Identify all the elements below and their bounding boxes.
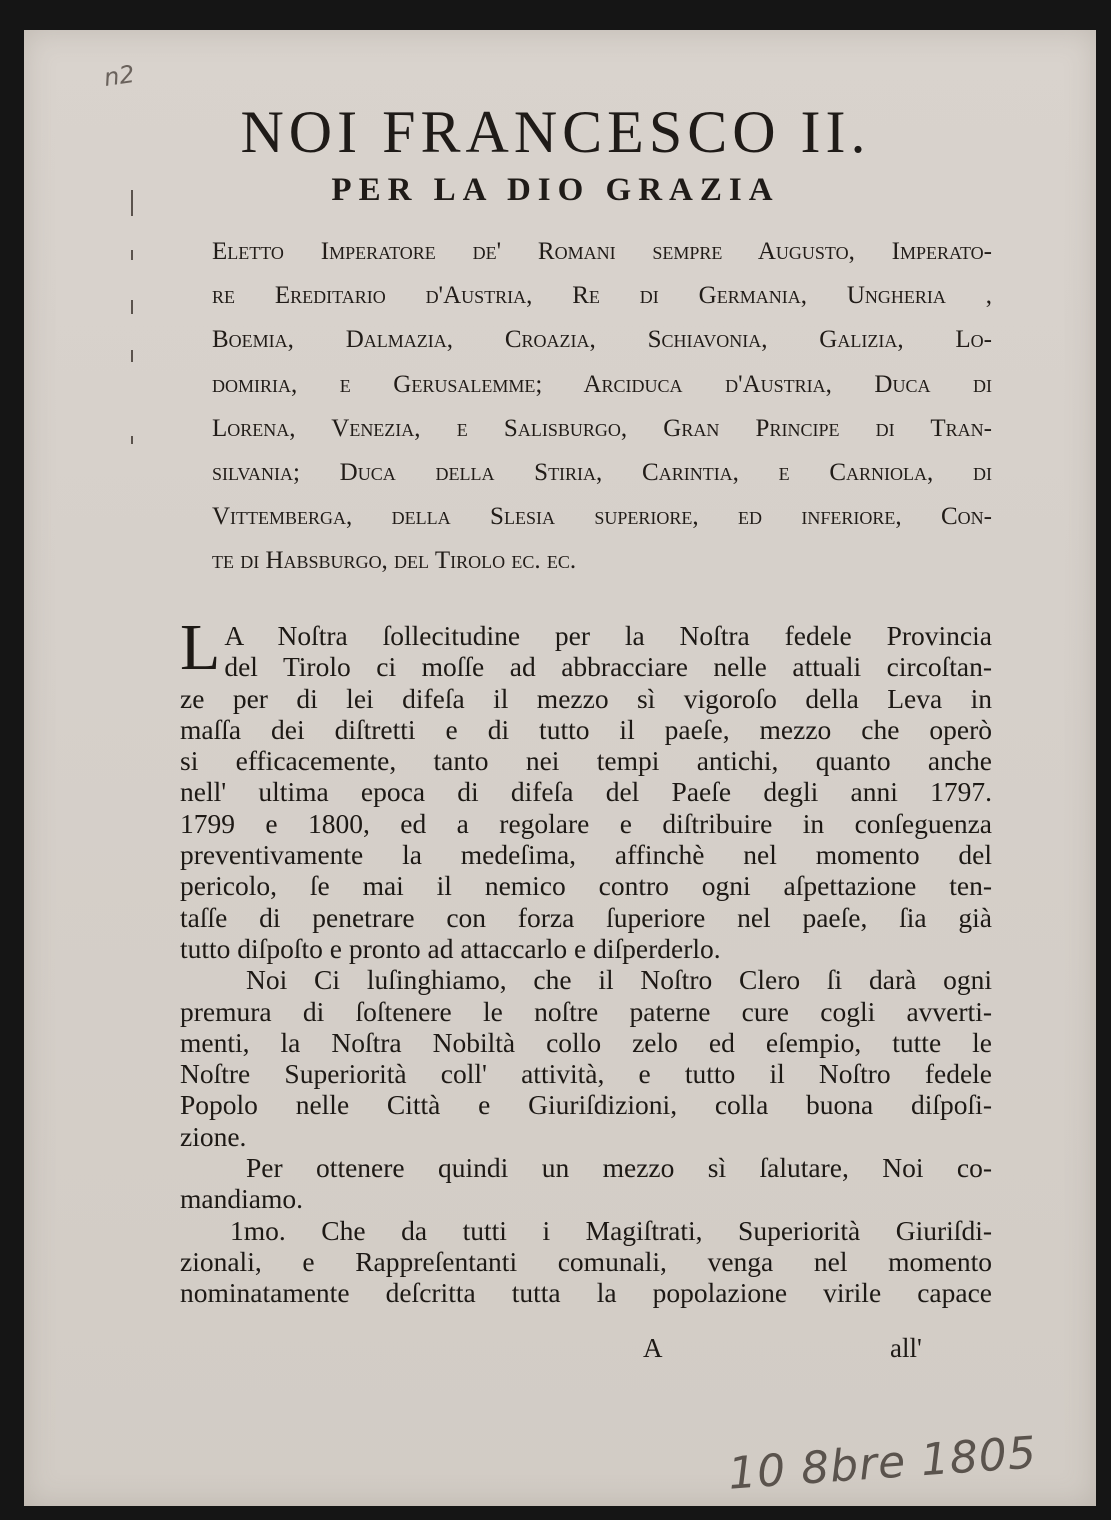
body-line: zionali, e Rappreſentanti comunali, venga nel momento xyxy=(180,1245,992,1277)
handwritten-date: 10 8bre 1805 xyxy=(726,1427,1039,1500)
body-line: Popolo nelle Città e Giuriſdizioni, colla buona diſpoſi- xyxy=(180,1089,992,1121)
body-line: Per ottenere quindi un mezzo sì ſalutare, Noi co- xyxy=(246,1152,992,1184)
body-line: menti, la Noſtra Nobiltà collo zelo ed eſempio, tutte le xyxy=(180,1026,992,1058)
margin-mark xyxy=(131,250,133,260)
body-line: nell' ultima epoca di difeſa del Paeſe degli anni 1797. xyxy=(180,776,992,808)
decree-body xyxy=(180,611,992,1309)
margin-mark xyxy=(131,436,133,444)
archive-number: n2 xyxy=(102,60,137,92)
drop-cap: L xyxy=(180,611,221,684)
titles-line: silvania; Duca della Stiria, Carintia, e Carniola, di xyxy=(212,459,992,487)
titles-line: te di Habsburgo, del Tirolo ec. ec. xyxy=(212,547,577,575)
body-line: del Tirolo ci moſſe ad abbracciare nelle attuali circoſtan- xyxy=(224,651,992,683)
body-line: preventivamente la medeſima, affinchè nel momento del xyxy=(180,839,992,871)
catchword: all' xyxy=(890,1333,922,1363)
imperial-titles xyxy=(212,230,992,584)
margin-mark xyxy=(131,350,133,362)
titles-line: Lorena, Venezia, e Salisburgo, Gran Principe di Tran- xyxy=(212,414,992,442)
titles-line: Eletto Imperatore de' Romani sempre Augusto, Imperato- xyxy=(212,238,992,265)
body-line: nominatamente deſcritta tutta la popolazione virile capace xyxy=(180,1277,992,1309)
titles-line: Boemia, Dalmazia, Croazia, Schiavonia, Galizia, Lo- xyxy=(212,326,992,354)
body-line: mandiamo. xyxy=(180,1183,303,1215)
body-line: tutto diſpoſto e pronto ad attaccarlo e diſperderlo. xyxy=(180,932,721,964)
titles-line: domiria, e Gerusalemme; Arciduca d'Austria, Duca di xyxy=(212,370,992,398)
body-line: 1mo. Che da tutti i Magiſtrati, Superiorità Giuriſdi- xyxy=(230,1214,992,1246)
body-line: premura di ſoſtenere le noſtre paterne cure cogli avverti- xyxy=(180,995,992,1027)
body-line: 1799 e 1800, ed a regolare e diſtribuire in conſeguenza xyxy=(180,807,992,839)
body-line: ze per di lei difeſa il mezzo sì vigoroſo della Leva in xyxy=(180,682,992,714)
decree-subtitle: PER LA DIO GRAZIA xyxy=(331,172,780,208)
body-line: Noſtre Superiorità coll' attività, e tutto il Noſtro fedele xyxy=(180,1058,992,1090)
margin-mark xyxy=(131,300,133,314)
body-line: si efficacemente, tanto nei tempi antichi, quanto anche xyxy=(180,745,992,777)
body-line: maſſa dei diſtretti e di tutto il paeſe, mezzo che operò xyxy=(180,713,992,745)
body-line: Noi Ci luſinghiamo, che il Noſtro Clero ſi darà ogni xyxy=(246,964,992,996)
body-line: taſſe di penetrare con forza ſuperiore nel paeſe, ſia già xyxy=(180,901,992,933)
body-line: zione. xyxy=(180,1120,247,1152)
signature-mark: A xyxy=(643,1333,663,1363)
body-line: A Noſtra ſollecitudine per la Noſtra fedele Provincia xyxy=(224,620,992,651)
decree-title: NOI FRANCESCO II. xyxy=(240,99,871,165)
titles-line: re Ereditario d'Austria, Re di Germania, Ungheria , xyxy=(212,282,992,310)
titles-line: Vittemberga, della Slesia superiore, ed inferiore, Con- xyxy=(212,503,992,531)
body-line: pericolo, ſe mai il nemico contro ogni aſpettazione ten- xyxy=(180,870,992,902)
